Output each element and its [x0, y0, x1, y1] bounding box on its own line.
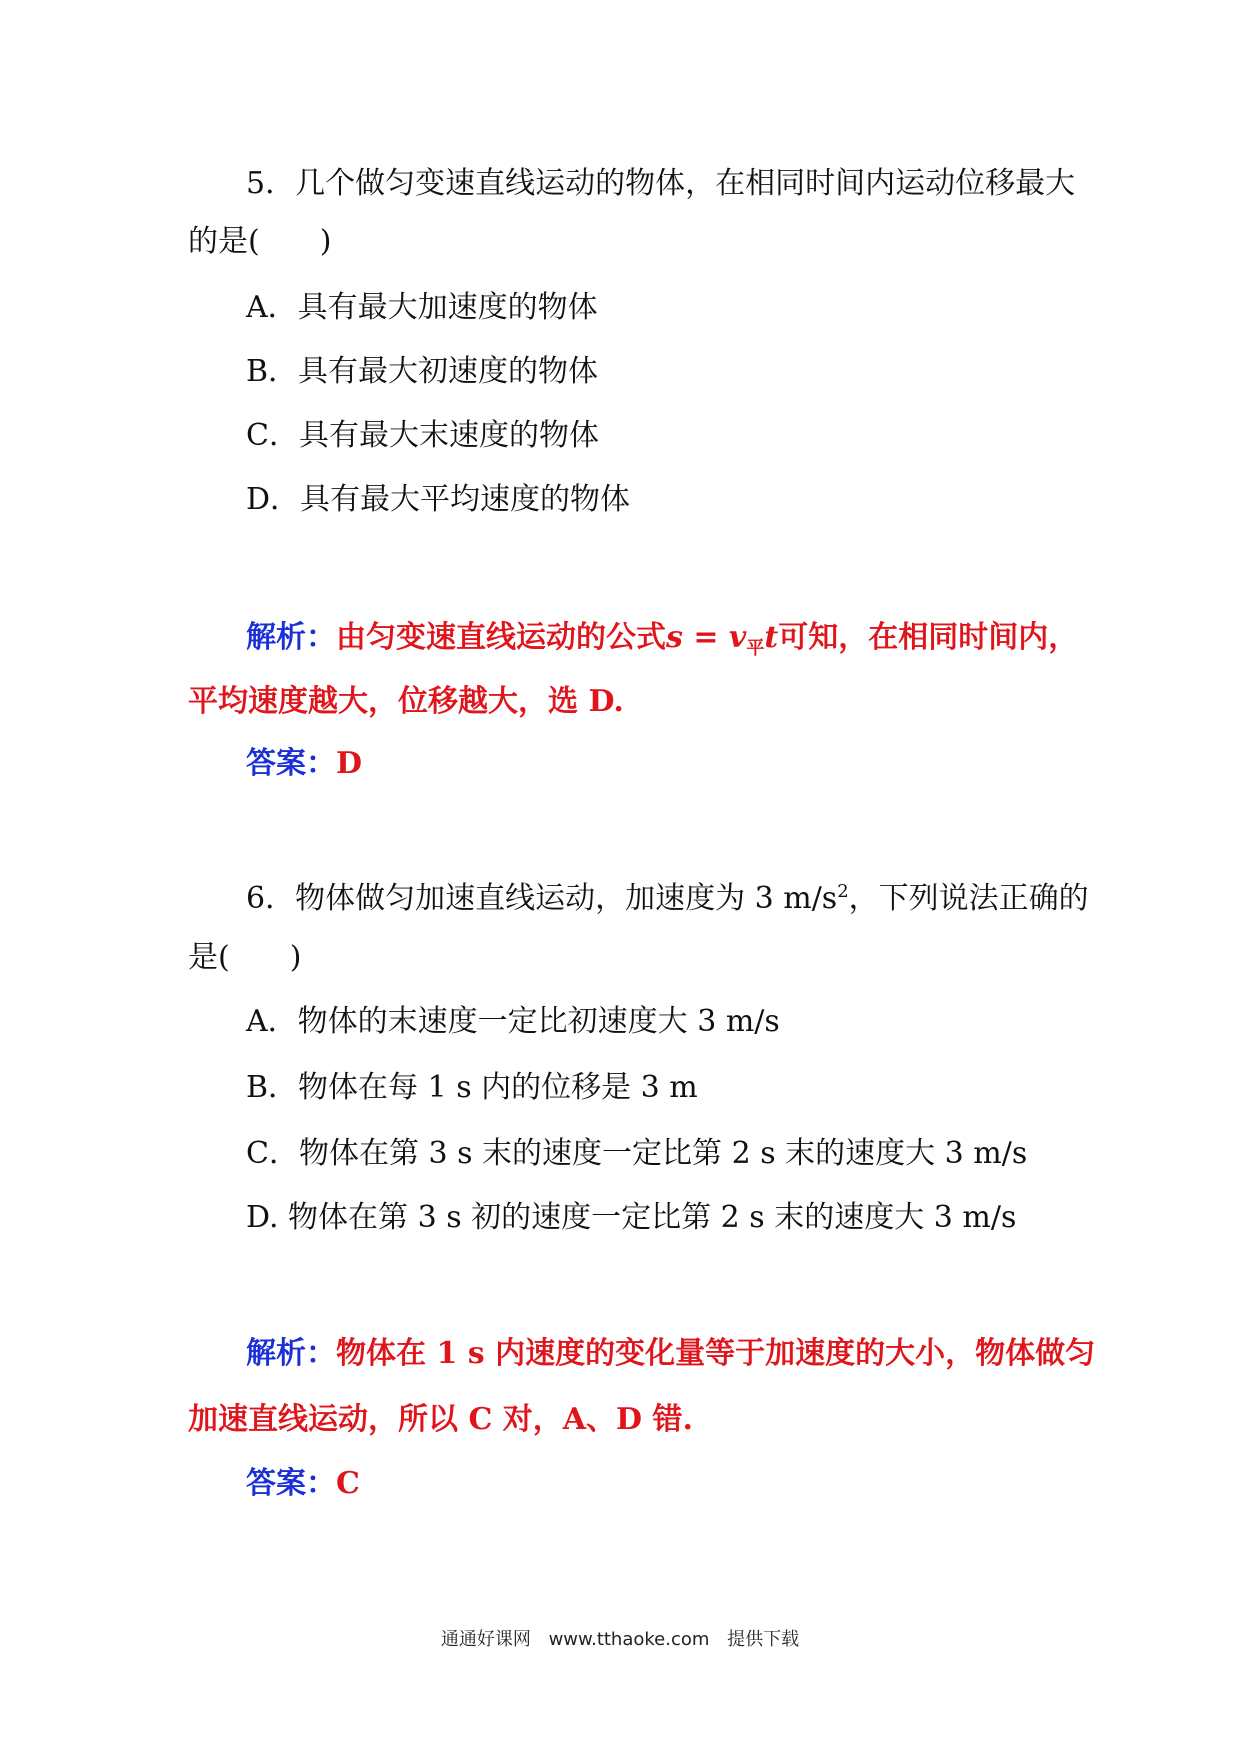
q6-stem-line1: 6．物体做匀加速直线运动，加速度为 3 $m/s^2$，下列说法正确的 — [246, 881, 1089, 916]
q6-answer — [246, 1464, 360, 1504]
q6-stem-line2: 是( ) — [188, 940, 302, 975]
q5-answer-value: D — [336, 746, 363, 781]
q6-answer-label: 答案： — [246, 1466, 336, 1501]
q5-analysis-line2: 平均速度越大，位移越大，选 D. — [188, 684, 624, 719]
q5-analysis-text-a: 由匀变速直线运动的公式 — [336, 620, 666, 655]
q5-option-b: B．具有最大初速度的物体 — [246, 354, 599, 389]
q6-analysis-line1 — [246, 1334, 1095, 1374]
footer-url[interactable]: www.tthaoke.com — [548, 1629, 710, 1650]
footer-site-name: 通通好课网 — [440, 1629, 531, 1650]
q5-formula: $s = v_平t$ — [666, 620, 779, 659]
q6-analysis-text: 物体在 1 s 内速度的变化量等于加速度的大小，物体做匀 — [336, 1336, 1096, 1371]
q6-stem-sup: 2 — [837, 881, 849, 902]
q6-option-c: C．物体在第 3 s 末的速度一定比第 2 s 末的速度大 3 m/s — [246, 1136, 1028, 1171]
q6-analysis-line2: 加速直线运动，所以 C 对，A、D 错. — [188, 1402, 693, 1437]
q5-stem-line1: 5．几个做匀变速直线运动的物体，在相同时间内运动位移最大 — [246, 166, 1076, 201]
q6-option-d: D. 物体在第 3 s 初的速度一定比第 2 s 末的速度大 3 m/s — [246, 1200, 1017, 1235]
q5-option-d: D．具有最大平均速度的物体 — [246, 482, 631, 517]
footer-note: 提供下载 — [727, 1629, 800, 1650]
q5-answer — [246, 744, 362, 784]
q6-answer-value: C — [336, 1466, 360, 1501]
q6-option-b: B．物体在每 1 s 内的位移是 3 m — [246, 1070, 698, 1105]
q5-analysis-text-b: 可知，在相同时间内， — [778, 620, 1079, 655]
page-footer — [0, 1628, 1240, 1652]
q5-analysis-line1 — [246, 618, 1078, 669]
q5-option-a: A．具有最大加速度的物体 — [246, 290, 598, 325]
q6-option-a: A．物体的末速度一定比初速度大 3 m/s — [246, 1004, 780, 1039]
q5-stem-line2: 的是( ) — [188, 224, 332, 259]
q5-option-c: C．具有最大末速度的物体 — [246, 418, 599, 453]
q5-analysis-label: 解析： — [246, 620, 336, 655]
q6-analysis-label: 解析： — [246, 1336, 336, 1371]
q5-answer-label: 答案： — [246, 746, 336, 781]
